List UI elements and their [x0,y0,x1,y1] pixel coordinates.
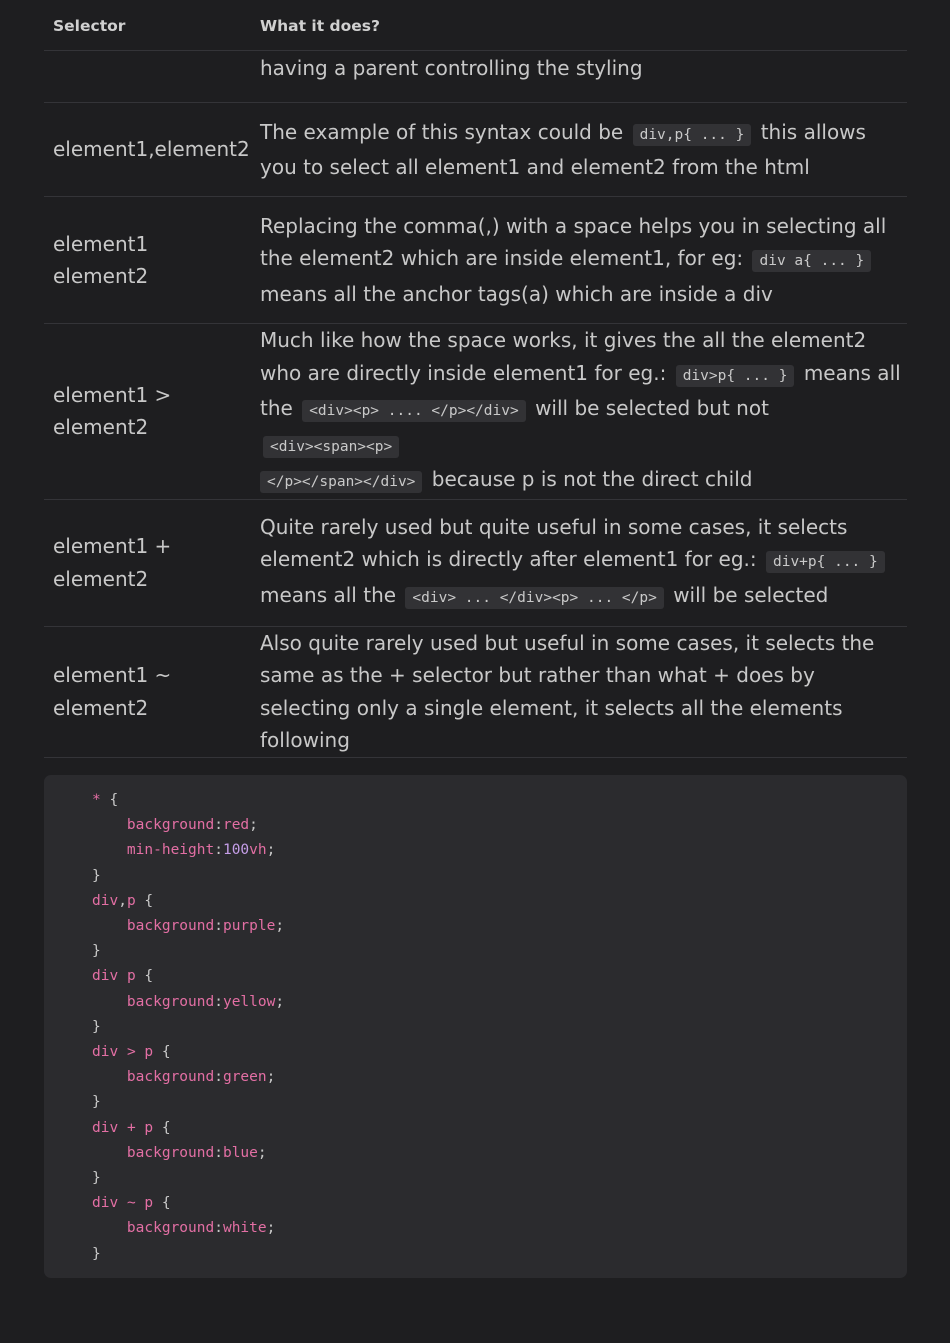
description-cell [251,197,907,324]
code-token-punc: ; [275,918,285,935]
code-block [44,775,907,1278]
code-token-punc [118,1120,127,1136]
code-line [92,788,907,813]
article-content [44,0,907,1262]
description-text: having a parent controlling the styling [260,56,643,80]
description-text: because p is not the direct child [431,467,753,491]
code-token-punc: : [214,817,223,834]
code-token-sel: p [126,968,136,985]
code-line [92,889,907,914]
code-token-sel: * [92,792,101,808]
code-token-punc: { [135,892,154,909]
code-token-punc: { [153,1195,171,1212]
code-token-prop: background [126,1220,215,1237]
code-token-punc: ; [249,817,258,834]
inline-code: <div> ... </div><p> ... </p> [405,587,663,609]
code-token-sel: p [144,1044,154,1061]
code-line [92,1065,907,1090]
code-token-sel: div [92,968,119,985]
code-token-punc: { [100,792,119,808]
code-line [92,939,907,964]
code-line [92,990,907,1015]
code-token-prop: min-height [126,842,215,859]
selector-cell: element1 + element2 [44,499,251,626]
description-text: Also quite rarely used but useful in some cases, it selects the same as the + selector but rather than what + does by selecting only a single element, it selects all the elements following [260,630,875,752]
code-token-sel: p [126,892,136,909]
code-line [92,838,907,863]
table-header-row [44,0,907,51]
code-token-punc: ; [275,993,285,1010]
inline-code: div a{ ... } [752,250,871,272]
code-token-punc: } [92,943,101,960]
code-token-prop: background [126,817,215,834]
code-token-punc: : [214,1144,223,1161]
code-token-punc [118,1044,127,1060]
code-token-comb: + [126,1119,136,1136]
code-token-punc: : [214,842,223,859]
code-token-sel: div [92,1044,119,1061]
selector-cell: element1,element2 [44,103,251,197]
code-token-sel: p [144,1195,154,1212]
code-token-punc: ; [257,1144,267,1161]
code-token-val: red [222,817,250,834]
code-line [92,1216,907,1241]
code-token-prop: background [126,1144,215,1161]
description-text: will be selected [673,582,829,607]
code-line [92,1191,907,1216]
code-token-comb: > [126,1044,136,1061]
code-token-punc [118,1195,127,1211]
code-token-val: white [222,1220,267,1237]
code-token-punc: { [153,1044,171,1061]
code-token-prop: background [126,918,215,935]
description-text: means all the [260,360,901,420]
code-token-sel: p [144,1119,154,1136]
inline-code: div>p{ ... } [676,365,795,387]
code-line [92,914,907,939]
code-token-punc: : [214,1069,223,1086]
table-row [44,499,907,626]
table-row [44,324,907,500]
code-token-punc: ; [266,842,276,859]
selector-cell [44,51,251,103]
description-cell [251,51,907,103]
code-line [92,1015,907,1040]
code-token-punc: ; [266,1220,276,1237]
code-line [92,1141,907,1166]
description-cell [251,499,907,626]
inline-code: <div><p> .... </p></div> [302,400,526,422]
description-text: Quite rarely used but quite useful in some cases, it selects element2 which is directly after element1 for eg.: [260,514,848,572]
description-text: Much like how the space works, it gives the all the element2 who are directly inside element1 for eg.: [260,328,867,385]
code-token-punc [118,968,127,984]
description-text: will be selected but not [535,396,769,420]
selector-cell: element1 ~ element2 [44,626,251,757]
table-row [44,103,907,197]
code-token-punc: { [135,968,154,985]
description-cell [251,103,907,197]
header-description: What it does? [251,0,907,51]
code-line [92,1040,907,1065]
description-text: means all the [260,582,397,607]
description-text: means all the anchor tags(a) which are inside a div [260,281,773,306]
code-line [92,1090,907,1115]
code-token-sel: div [92,1195,119,1212]
code-token-comb: ~ [126,1195,136,1212]
code-token-punc: } [92,1245,101,1262]
code-token-unit: vh [249,842,267,859]
code-token-sel: div [92,1119,119,1136]
inline-code: div+p{ ... } [766,551,885,573]
code-token-punc: } [92,1094,101,1111]
code-token-punc: } [92,1170,101,1187]
code-token-punc: : [214,918,223,935]
code-token-val: blue [222,1144,258,1161]
table-row [44,51,907,103]
code-line [92,1166,907,1191]
code-token-punc: } [92,1018,101,1035]
header-selector: Selector [44,0,251,51]
code-token-prop: background [126,1069,215,1086]
selectors-table [44,0,907,758]
code-token-prop: background [126,993,215,1010]
code-token-punc: { [153,1119,171,1136]
table-row [44,626,907,757]
description-cell [251,324,907,500]
code-line [92,864,907,889]
code-line [92,964,907,989]
code-token-punc: , [118,892,127,909]
selector-cell: element1 > element2 [44,324,251,500]
code-token-sel: div [92,892,119,909]
inline-code: div,p{ ... } [633,124,752,146]
code-token-val: yellow [222,993,276,1010]
code-token-val: purple [222,918,276,935]
code-token-val: green [222,1069,267,1086]
code-token-punc: } [92,867,101,884]
code-token-punc: ; [266,1069,276,1086]
description-text: The example of this syntax could be [260,119,624,144]
description-text: this allows you to select all element1 and element2 from the html [260,119,866,179]
inline-code: </p></span></div> [260,471,422,493]
selector-cell: element1 element2 [44,197,251,324]
code-content [44,775,907,1267]
description-cell [251,626,907,757]
code-line [92,813,907,838]
description-text: Replacing the comma(,) with a space helps you in selecting all the element2 which are inside element1, for eg: [260,213,887,271]
code-line [92,1242,907,1267]
code-token-punc: : [214,1220,223,1237]
table-row [44,197,907,324]
code-token-num: 100 [222,842,250,859]
code-token-punc: : [214,993,223,1010]
inline-code: <div><span><p> [263,436,399,458]
code-line [92,1116,907,1141]
